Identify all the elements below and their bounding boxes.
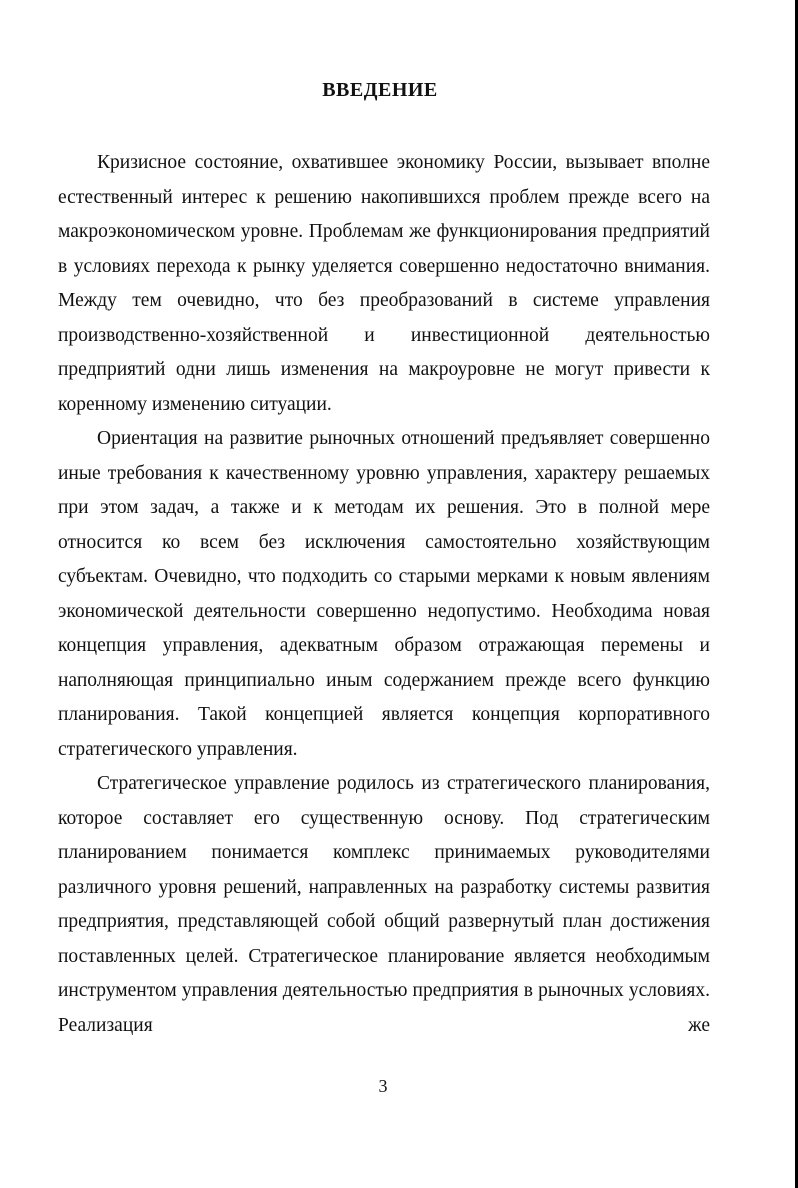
page-number: 3 [378,1076,388,1096]
paragraph-1: Кризисное состояние, охватившее экономику России, вызывает вполне естественный интерес к решению накопившихся проблем прежде всего на макроэкономическом уровне. Проблемам же функционирования предприятий в условиях перехода к рынку уделяется совершенно недостаточно внимания. Между тем очевидно, что без преобразований в системе управления производственно-хозяйственной и инвестиционной деятельностью предприятий одни лишь изменения на макроуровне не могут привести к коренному изменению ситуации. [58,152,710,415]
paragraph-2: Ориентация на развитие рыночных отношений предъявляет совершенно иные требования к качественному уровню управления, характеру решаемых при этом задач, а также и к методам их решения. Это в полной мере относится ко всем без исключения самостоятельно хозяйствующим субъектам. Очевидно, что подходить со старыми мерками к новым явлениям экономической деятельности совершенно недопустимо. Необходима новая концепция управления, адекватным образом отражающая перемены и наполняющая принципиально иным содержанием прежде всего функцию планирования. Такой концепцией является концепция корпоративного стратегического управления. [58,428,710,760]
page-title: ВВЕДЕНИЕ [322,79,438,101]
body-text [58,146,710,1043]
paragraph-3: Стратегическое управление родилось из стратегического планирования, которое составляет его существенную основу. Под стратегическим планированием понимается комплекс принимаемых руководителями различного уровня решений, направленных на разработку системы развития предприятия, представляющей собой общий развернутый план достижения поставленных целей. Стратегическое планирование является необходимым инструментом управления деятельностью предприятия в рыночных условиях. Реализация же [58,773,710,1036]
